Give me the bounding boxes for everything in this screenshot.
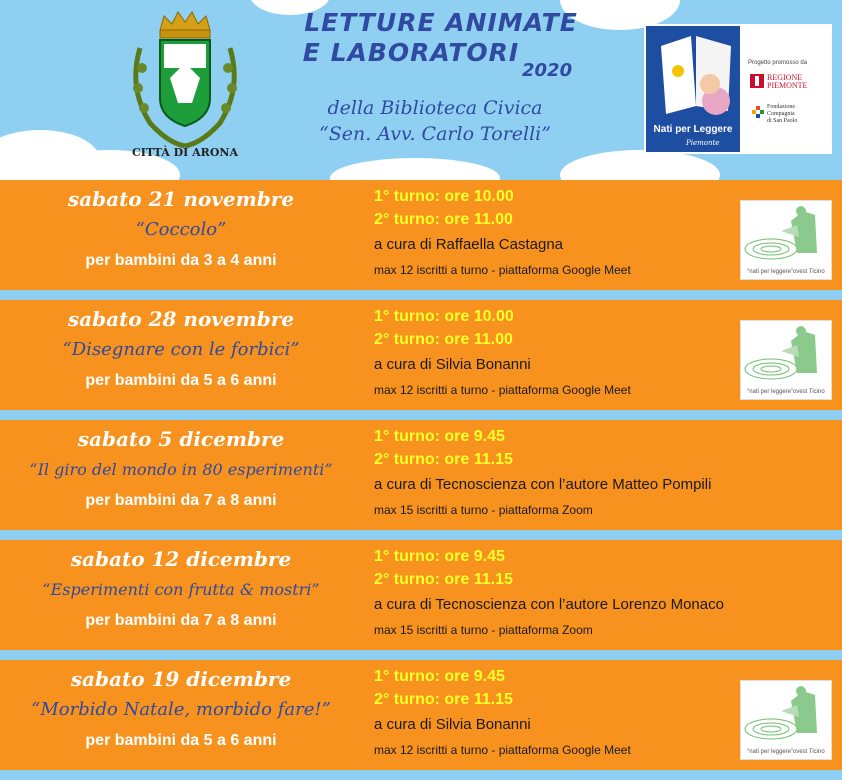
npl-ovest-ticino-logo	[740, 320, 832, 400]
subtitle	[270, 95, 600, 147]
event-date: sabato 19 dicembre	[70, 667, 292, 691]
event-card	[0, 300, 842, 410]
event-capacity: max 12 iscritti a turno - piattaforma Google Meet	[374, 383, 631, 397]
event-card	[0, 660, 842, 770]
npl-ovest-ticino-label: “nati per leggere”ovest Ticino	[747, 269, 825, 275]
event-card	[0, 180, 842, 290]
event-title: “Coccolo”	[135, 219, 227, 240]
npl-subtitle: Piemonte	[686, 139, 720, 147]
event-turn-1: 1° turno: ore 9.45	[374, 548, 505, 565]
event-card	[0, 420, 842, 530]
event-capacity: max 12 iscritti a turno - piattaforma Google Meet	[374, 263, 631, 277]
event-turn-1: 1° turno: ore 10.00	[374, 188, 514, 205]
promo-text: Progetto promosso da	[748, 60, 808, 66]
regione-piemonte-icon	[750, 74, 764, 88]
event-capacity: max 12 iscritti a turno - piattaforma Google Meet	[374, 743, 631, 757]
subtitle-line-2: “Sen. Avv. Carlo Torelli”	[319, 123, 551, 145]
event-age: per bambini da 3 a 4 anni	[85, 252, 277, 269]
event-turn-2: 2° turno: ore 11.00	[374, 331, 513, 348]
reading-child-icon	[646, 26, 740, 152]
page-title	[276, 8, 606, 68]
event-turn-1: 1° turno: ore 10.00	[374, 308, 514, 325]
event-turn-2: 2° turno: ore 11.00	[374, 211, 513, 228]
event-title: “Morbido Natale, morbido fare!”	[31, 699, 331, 720]
npl-ovest-ticino-label: “nati per leggere”ovest Ticino	[747, 389, 825, 395]
year-label: 2020	[522, 60, 573, 81]
subtitle-line-1: della Biblioteca Civica	[327, 97, 543, 119]
npl-ovest-ticino-logo	[740, 200, 832, 280]
event-curator: a cura di Silvia Bonanni	[374, 356, 531, 373]
city-crest-icon	[120, 8, 250, 163]
event-title: “Esperimenti con frutta & mostri”	[42, 580, 320, 599]
event-date: sabato 21 novembre	[67, 187, 295, 211]
event-turn-2: 2° turno: ore 11.15	[374, 571, 513, 588]
npl-ovest-ticino-logo	[740, 680, 832, 760]
event-date: sabato 5 dicembre	[77, 427, 285, 451]
nati-per-leggere-logo	[644, 24, 832, 154]
event-curator: a cura di Tecnoscienza con l’autore Matteo Pompili	[374, 476, 712, 493]
npl-family-icon	[741, 681, 831, 745]
npl-family-icon	[741, 201, 831, 265]
event-turn-1: 1° turno: ore 9.45	[374, 668, 505, 685]
npl-family-icon	[741, 321, 831, 385]
event-turn-2: 2° turno: ore 11.15	[374, 451, 513, 468]
regione-piemonte-label: REGIONE PIEMONTE	[767, 73, 808, 90]
event-curator: a cura di Raffaella Castagna	[374, 236, 564, 253]
event-curator: a cura di Silvia Bonanni	[374, 716, 531, 733]
title-line-1: LETTURE ANIMATE	[304, 8, 578, 37]
event-date: sabato 12 dicembre	[70, 547, 292, 571]
event-card	[0, 540, 842, 650]
city-name: CITTÀ DI ARONA	[131, 146, 238, 159]
npl-ovest-ticino-label: “nati per leggere”ovest Ticino	[747, 749, 825, 755]
title-line-2: E LABORATORI	[302, 38, 520, 67]
event-date: sabato 28 novembre	[67, 307, 295, 331]
event-title: “Il giro del mondo in 80 esperimenti”	[29, 460, 333, 479]
event-age: per bambini da 5 a 6 anni	[85, 732, 277, 749]
event-turn-2: 2° turno: ore 11.15	[374, 691, 513, 708]
fondazione-icon	[752, 106, 764, 118]
header	[0, 0, 842, 178]
event-age: per bambini da 7 a 8 anni	[85, 612, 277, 629]
event-capacity: max 15 iscritti a turno - piattaforma Zoom	[374, 503, 593, 517]
npl-title: Nati per Leggere	[653, 124, 733, 135]
event-title: “Disegnare con le forbici”	[62, 339, 300, 360]
fondazione-label: Fondazione Compagnia di San Paolo	[767, 104, 798, 124]
event-turn-1: 1° turno: ore 9.45	[374, 428, 505, 445]
event-capacity: max 15 iscritti a turno - piattaforma Zoom	[374, 623, 593, 637]
event-curator: a cura di Tecnoscienza con l’autore Lorenzo Monaco	[374, 596, 724, 613]
event-age: per bambini da 7 a 8 anni	[85, 492, 277, 509]
event-age: per bambini da 5 a 6 anni	[85, 372, 277, 389]
